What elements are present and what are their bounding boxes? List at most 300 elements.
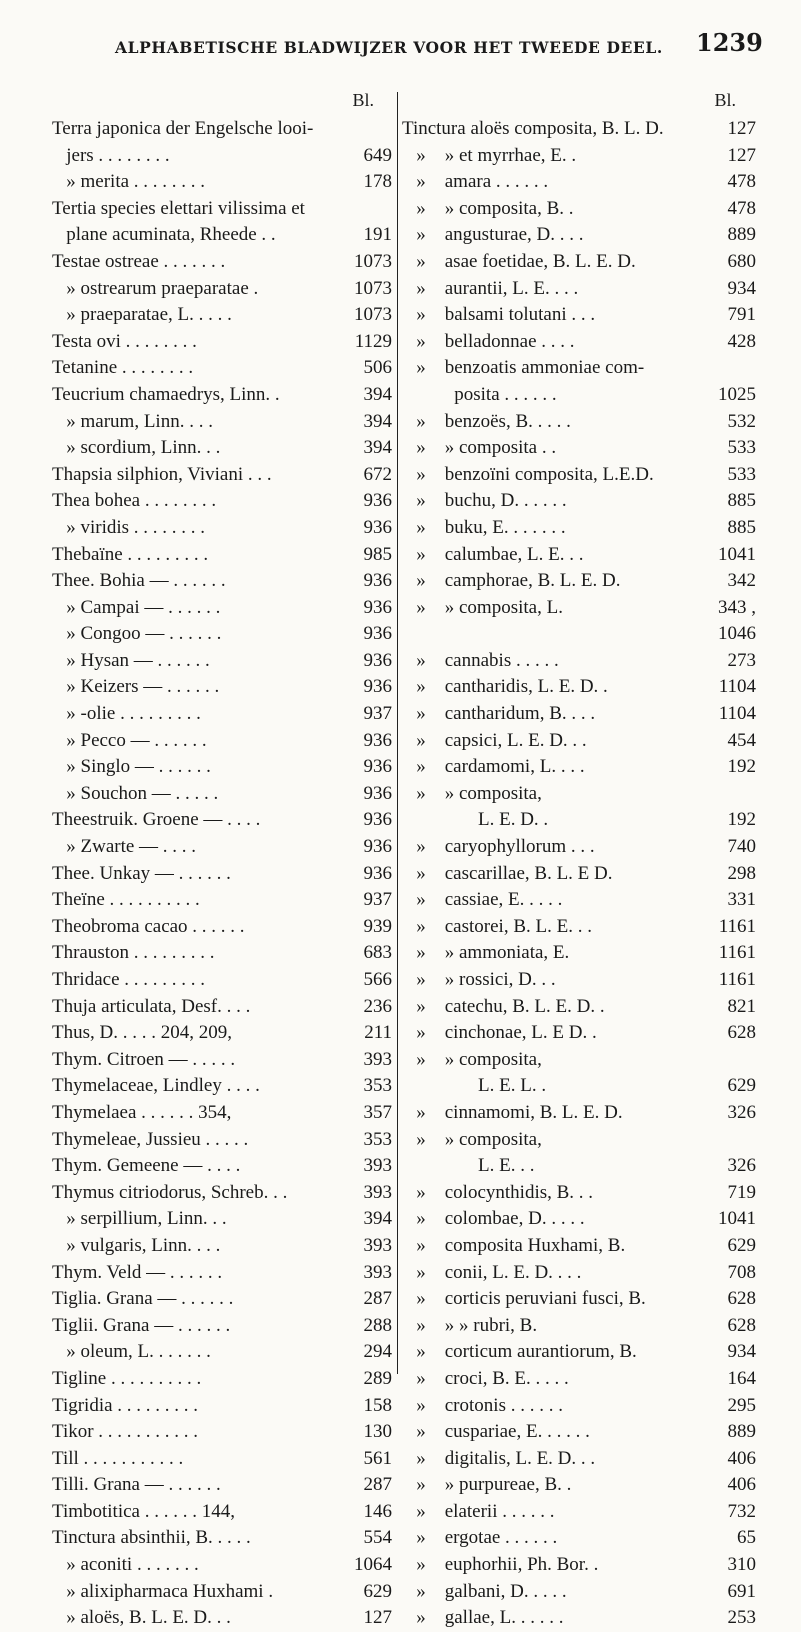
entry-term: » cantharidum, B. . . .: [402, 703, 596, 725]
index-entry: [52, 1286, 392, 1313]
entry-page: 310: [724, 1552, 757, 1579]
entry-term: » buchu, D. . . . . .: [402, 490, 567, 512]
entry-page: 506: [360, 355, 393, 382]
entry-term: » corticis peruviani fusci, B.: [402, 1288, 646, 1310]
entry-term: Tilli. Grana — . . . . . .: [52, 1474, 221, 1496]
index-entry: [402, 1393, 756, 1420]
entry-page: 1041: [714, 542, 756, 569]
index-entry: [52, 302, 392, 329]
entry-term: » Keizers — . . . . . .: [52, 676, 220, 698]
index-entry: [52, 1073, 392, 1100]
index-entry: [52, 169, 392, 196]
entry-term: Thymelaceae, Lindley . . . .: [52, 1075, 260, 1097]
entry-term: » » ammoniata, E.: [402, 942, 570, 964]
index-entry: [52, 143, 392, 170]
entry-page: 178: [360, 169, 393, 196]
entry-page: 680: [724, 249, 757, 276]
entry-term: L. E. D. .: [402, 809, 549, 831]
entry-term: » aurantii, L. E. . . .: [402, 277, 579, 299]
index-entry: [52, 1233, 392, 1260]
entry-term: » composita Huxhami, B.: [402, 1234, 626, 1256]
entry-term: L. E. . .: [402, 1155, 535, 1177]
entry-term: » benzoës, B. . . . .: [402, 410, 571, 432]
entry-page: 331: [724, 887, 757, 914]
entry-page: 65: [733, 1525, 756, 1552]
entry-term: » crotonis . . . . . .: [402, 1394, 563, 1416]
entry-term: Tiglia. Grana — . . . . . .: [52, 1288, 234, 1310]
index-entry: [402, 1180, 756, 1207]
entry-page: 130: [360, 1419, 393, 1446]
entry-page: 394: [360, 435, 393, 462]
entry-page: 478: [724, 196, 757, 223]
index-entry: [402, 542, 756, 569]
entry-term: Tinctura aloës composita, B. L. D.: [402, 118, 664, 139]
index-entry: [52, 1020, 392, 1047]
entry-page: 1025: [714, 382, 756, 409]
entry-page: 937: [360, 701, 393, 728]
index-column-left: [52, 90, 392, 1632]
index-entry: [402, 116, 756, 143]
entry-term: » camphorae, B. L. E. D.: [402, 570, 621, 592]
entry-term: » belladonnae . . . .: [402, 330, 575, 352]
entry-term: » aconiti . . . . . . .: [52, 1554, 199, 1576]
entry-term: » colombae, D. . . . .: [402, 1208, 585, 1230]
entry-term: Thebaïne . . . . . . . . .: [52, 543, 209, 565]
entry-term: » merita . . . . . . . .: [52, 171, 206, 193]
entry-term: jers . . . . . . . .: [52, 144, 170, 166]
index-entry: [402, 1552, 756, 1579]
entry-page: 936: [360, 728, 393, 755]
entry-term: » Campai — . . . . . .: [52, 596, 221, 618]
entry-term: » » composita,: [402, 782, 542, 804]
index-entry: [52, 754, 392, 781]
entry-page: 628: [724, 1313, 757, 1340]
index-entry: [402, 1206, 756, 1233]
entry-term: » amara . . . . . .: [402, 171, 549, 193]
entry-term: » benzoatis ammoniae com-: [402, 357, 645, 379]
entry-term: Testa ovi . . . . . . . .: [52, 330, 197, 352]
index-entry: [402, 595, 756, 622]
entry-page: 343 ,: [714, 595, 756, 622]
entry-term: Thea bohea . . . . . . . .: [52, 490, 217, 512]
entry-page: 532: [724, 409, 757, 436]
index-entry: [402, 1020, 756, 1047]
index-entry: [52, 1047, 392, 1074]
entry-page: 649: [360, 143, 393, 170]
index-entry: [52, 542, 392, 569]
entry-page: 1041: [714, 1206, 756, 1233]
index-entry: [52, 1313, 392, 1340]
entry-page: 287: [360, 1286, 393, 1313]
entry-term: » euphorhii, Ph. Bor. .: [402, 1554, 599, 1576]
entry-page: 127: [724, 143, 757, 170]
page-header: [0, 14, 801, 74]
entry-term: Tetanine . . . . . . . .: [52, 357, 194, 379]
entry-page: 1161: [715, 940, 756, 967]
entry-page: 393: [360, 1153, 393, 1180]
index-entry: [52, 515, 392, 542]
entry-term: » cinnamomi, B. L. E. D.: [402, 1101, 623, 1123]
index-entry: [52, 1393, 392, 1420]
entry-page: 985: [360, 542, 393, 569]
entry-term: Tigridia . . . . . . . . .: [52, 1394, 199, 1416]
entry-term: » Congoo — . . . . . .: [52, 623, 222, 645]
index-entry: [402, 1313, 756, 1340]
entry-page: 393: [360, 1180, 393, 1207]
index-entry: [402, 355, 756, 382]
index-entry: [402, 196, 756, 223]
entry-term: Till . . . . . . . . . . .: [52, 1447, 184, 1469]
entry-page: 885: [724, 488, 757, 515]
index-entry: [52, 435, 392, 462]
entry-page: 1161: [715, 967, 756, 994]
index-entry: [52, 1419, 392, 1446]
entry-page: 127: [360, 1605, 393, 1632]
index-entry: [402, 781, 756, 808]
entry-page: 353: [360, 1073, 393, 1100]
entry-page: 708: [724, 1260, 757, 1287]
index-entry: [52, 940, 392, 967]
entry-term: » -olie . . . . . . . . .: [52, 703, 201, 725]
entry-term: » » composita,: [402, 1128, 542, 1150]
entry-term: » » composita,: [402, 1048, 542, 1070]
entry-term: » cuspariae, E. . . . . .: [402, 1421, 590, 1443]
entry-term: Thymus citriodorus, Schreb. . .: [52, 1181, 288, 1203]
entry-page: 1046: [714, 621, 756, 648]
index-entry: [52, 674, 392, 701]
entry-page: 821: [724, 994, 757, 1021]
entry-page: 428: [724, 329, 757, 356]
entry-term: » colocynthidis, B. . .: [402, 1181, 594, 1203]
index-entry: [52, 595, 392, 622]
index-entry: [402, 1260, 756, 1287]
index-entry: [52, 329, 392, 356]
index-entry: [402, 1127, 756, 1154]
entry-page: 236: [360, 994, 393, 1021]
entry-page: 294: [360, 1339, 393, 1366]
entry-page: 934: [724, 1339, 757, 1366]
index-entry: [402, 169, 756, 196]
entry-page: 1129: [351, 329, 392, 356]
index-entry: [52, 462, 392, 489]
entry-page: 191: [360, 222, 393, 249]
entry-page: 357: [360, 1100, 393, 1127]
index-entry: [402, 382, 756, 409]
entry-page: 936: [360, 674, 393, 701]
entry-term: » vulgaris, Linn. . . .: [52, 1234, 221, 1256]
entry-term: » castorei, B. L. E. . .: [402, 915, 592, 937]
entry-term: Thapsia silphion, Viviani . . .: [52, 463, 272, 485]
index-entry: [52, 1472, 392, 1499]
entry-page: 394: [360, 382, 393, 409]
index-entry: [52, 276, 392, 303]
index-entry: [402, 728, 756, 755]
entry-page: 936: [360, 621, 393, 648]
entry-term: » conii, L. E. D. . . .: [402, 1261, 582, 1283]
index-entry: [402, 1366, 756, 1393]
entry-term: » » composita, B. .: [402, 197, 574, 219]
entry-page: 885: [724, 515, 757, 542]
entry-term: » oleum, L. . . . . . .: [52, 1341, 211, 1363]
column-heading-left: [52, 90, 392, 116]
entry-page: 211: [360, 1020, 392, 1047]
index-entry: [52, 781, 392, 808]
entry-page: 533: [724, 462, 757, 489]
entry-page: 1073: [350, 302, 392, 329]
index-entry: [52, 488, 392, 515]
entry-term: » asae foetidae, B. L. E. D.: [402, 250, 636, 272]
entry-page: 393: [360, 1260, 393, 1287]
entry-term: Tinctura absinthii, B. . . . .: [52, 1527, 251, 1549]
entry-page: 478: [724, 169, 757, 196]
entry-page: 672: [360, 462, 393, 489]
entry-page: 295: [724, 1393, 757, 1420]
index-entry: [52, 728, 392, 755]
entry-term: » angusturae, D. . . .: [402, 224, 584, 246]
entry-term: L. E. L. .: [402, 1075, 547, 1097]
entry-term: » galbani, D. . . . .: [402, 1580, 567, 1602]
entry-page: 936: [360, 754, 393, 781]
entry-term: » Hysan — . . . . . .: [52, 649, 210, 671]
entry-term: Thymeleae, Jussieu . . . . .: [52, 1128, 249, 1150]
entry-term: posita . . . . . .: [402, 383, 557, 405]
index-entry: [52, 994, 392, 1021]
entry-term: » buku, E. . . . . . .: [402, 516, 566, 538]
entry-term: Terra japonica der Engelsche looi-: [52, 118, 314, 139]
index-entry: [402, 1100, 756, 1127]
entry-page: 342: [724, 568, 757, 595]
index-entry: [52, 1180, 392, 1207]
entry-term: Thym. Veld — . . . . . .: [52, 1261, 223, 1283]
entry-term: » ostrearum praeparatae .: [52, 277, 259, 299]
entry-term: Thus, D. . . . . 204, 209,: [52, 1022, 232, 1044]
index-entry: [402, 1233, 756, 1260]
entry-page: 393: [360, 1047, 393, 1074]
index-entry: [402, 302, 756, 329]
entry-term: » elaterii . . . . . .: [402, 1500, 555, 1522]
entry-page: 629: [724, 1073, 757, 1100]
entry-page: 326: [724, 1100, 757, 1127]
entry-term: Tikor . . . . . . . . . . .: [52, 1421, 199, 1443]
entry-term: Timbotitica . . . . . . 144,: [52, 1500, 235, 1522]
entry-page: 732: [724, 1499, 757, 1526]
page-title: ALPHABETISCHE BLADWIJZER VOOR HET TWEEDE DEEL.: [115, 38, 663, 57]
index-entry: [402, 1472, 756, 1499]
index-entry: [402, 568, 756, 595]
index-entry: [402, 409, 756, 436]
index-entry: [52, 1579, 392, 1606]
entry-page: 561: [360, 1446, 393, 1473]
index-entry: [402, 807, 756, 834]
entry-term: » gallae, L. . . . . .: [402, 1607, 564, 1629]
entry-page: 691: [724, 1579, 757, 1606]
entry-term: » » composita . .: [402, 437, 557, 459]
entry-term: Theestruik. Groene — . . . .: [52, 809, 261, 831]
index-entry: [402, 1339, 756, 1366]
index-entry: [52, 887, 392, 914]
entry-page: 740: [724, 834, 757, 861]
entry-page: 889: [724, 222, 757, 249]
entry-page: 719: [724, 1180, 757, 1207]
entry-term: Theïne . . . . . . . . . .: [52, 889, 200, 911]
entry-term: Tiglii. Grana — . . . . . .: [52, 1314, 231, 1336]
index-entry: [52, 1339, 392, 1366]
entry-term: » corticum aurantiorum, B.: [402, 1341, 637, 1363]
entry-term: Thuja articulata, Desf. . . .: [52, 995, 251, 1017]
column-divider: [397, 92, 398, 1374]
entry-term: » cascarillae, B. L. E D.: [402, 862, 613, 884]
entry-term: » digitalis, L. E. D. . .: [402, 1447, 596, 1469]
entry-page: 1064: [350, 1552, 392, 1579]
index-entry: [52, 355, 392, 382]
index-entry: [52, 222, 392, 249]
index-entry: [52, 914, 392, 941]
index-entry: [402, 1605, 756, 1632]
entry-page: 146: [360, 1499, 393, 1526]
index-entry: [402, 1525, 756, 1552]
entry-term: » ergotae . . . . . .: [402, 1527, 558, 1549]
entry-page: 454: [724, 728, 757, 755]
entry-page: 566: [360, 967, 393, 994]
entry-page: 1073: [350, 276, 392, 303]
entry-page: 554: [360, 1525, 393, 1552]
entry-page: 287: [360, 1472, 393, 1499]
entry-page: 1161: [715, 914, 756, 941]
index-entry: [52, 621, 392, 648]
entry-term: Thymelaea . . . . . . 354,: [52, 1101, 232, 1123]
index-entry: [402, 1419, 756, 1446]
entry-page: 326: [724, 1153, 757, 1180]
entry-page: 936: [360, 834, 393, 861]
entry-term: Tigline . . . . . . . . . .: [52, 1367, 202, 1389]
entry-page: 629: [724, 1233, 757, 1260]
index-entry: [402, 1499, 756, 1526]
index-entry: [402, 648, 756, 675]
entry-page: 158: [360, 1393, 393, 1420]
index-entry: [402, 994, 756, 1021]
index-entry: [402, 249, 756, 276]
entry-term: » catechu, B. L. E. D. .: [402, 995, 605, 1017]
entry-page: 273: [724, 648, 757, 675]
index-entry: [52, 967, 392, 994]
page-number: 1239: [696, 28, 763, 57]
entry-term: » marum, Linn. . . .: [52, 410, 213, 432]
index-entry: [402, 515, 756, 542]
entry-term: » cardamomi, L. . . .: [402, 756, 585, 778]
column-heading-label: Bl.: [714, 90, 736, 110]
entry-page: 936: [360, 568, 393, 595]
index-entry: [402, 1286, 756, 1313]
entry-term: Testae ostreae . . . . . . .: [52, 250, 226, 272]
index-entry: [52, 1127, 392, 1154]
index-entry: [52, 834, 392, 861]
entry-page: 192: [724, 754, 757, 781]
entry-term: » viridis . . . . . . . .: [52, 516, 206, 538]
entry-page: 127: [724, 116, 757, 143]
entry-page: 628: [724, 1020, 757, 1047]
index-entry: [52, 249, 392, 276]
entry-page: 533: [724, 435, 757, 462]
entry-page: 406: [724, 1472, 757, 1499]
entry-term: Thrauston . . . . . . . . .: [52, 942, 215, 964]
entry-page: 683: [360, 940, 393, 967]
index-entry: [402, 143, 756, 170]
entry-page: 1073: [350, 249, 392, 276]
entry-term: Thee. Bohia — . . . . . .: [52, 570, 226, 592]
entry-page: 253: [724, 1605, 757, 1632]
entry-page: 629: [360, 1579, 393, 1606]
index-entry: [402, 1047, 756, 1074]
index-column-right: [402, 90, 756, 1632]
index-entry: [402, 1446, 756, 1473]
entry-page: 1104: [715, 701, 756, 728]
entry-term: » benzoïni composita, L.E.D.: [402, 463, 654, 485]
entry-term: » alixipharmaca Huxhami .: [52, 1580, 274, 1602]
entry-term: Theobroma cacao . . . . . .: [52, 915, 245, 937]
index-entry: [402, 940, 756, 967]
entry-page: 934: [724, 276, 757, 303]
entry-page: 889: [724, 1419, 757, 1446]
index-entry: [52, 648, 392, 675]
entry-term: Thridace . . . . . . . . .: [52, 969, 206, 990]
entry-page: 628: [724, 1286, 757, 1313]
entry-page: 192: [724, 807, 757, 834]
entry-page: 939: [360, 914, 393, 941]
index-entry: [52, 1260, 392, 1287]
index-list-right: [402, 116, 756, 1632]
entry-page: 394: [360, 1206, 393, 1233]
entry-term: » cassiae, E. . . . .: [402, 889, 563, 911]
index-entry: [402, 967, 756, 994]
index-entry: [52, 1153, 392, 1180]
entry-term: Thym. Gemeene — . . . .: [52, 1155, 241, 1177]
index-entry: [52, 1366, 392, 1393]
entry-term: » capsici, L. E. D. . .: [402, 729, 587, 751]
index-entry: [402, 1579, 756, 1606]
entry-page: 936: [360, 488, 393, 515]
index-entry: [52, 1525, 392, 1552]
index-entry: [402, 462, 756, 489]
entry-term: » Souchon — . . . . .: [52, 782, 219, 804]
index-entry: [402, 1073, 756, 1100]
index-entry: [402, 754, 756, 781]
entry-term: » » composita, L.: [402, 596, 563, 618]
index-entry: [52, 568, 392, 595]
index-entry: [402, 1153, 756, 1180]
entry-term: » cannabis . . . . .: [402, 649, 559, 671]
index-entry: [402, 674, 756, 701]
entry-term: » serpillium, Linn. . .: [52, 1208, 227, 1230]
index-entry: [52, 196, 392, 223]
index-entry: [52, 701, 392, 728]
entry-term: Teucrium chamaedrys, Linn. .: [52, 383, 280, 405]
index-entry: [402, 861, 756, 888]
index-entry: [402, 887, 756, 914]
index-entry: [52, 382, 392, 409]
index-list-left: [52, 116, 392, 1632]
entry-term: » » et myrrhae, E. .: [402, 144, 577, 166]
entry-page: 393: [360, 1233, 393, 1260]
index-entry: [52, 1605, 392, 1632]
entry-term: » scordium, Linn. . .: [52, 437, 221, 459]
entry-term: Thym. Citroen — . . . . .: [52, 1048, 236, 1070]
entry-page: 288: [360, 1313, 393, 1340]
entry-page: 937: [360, 887, 393, 914]
entry-term: » balsami tolutani . . .: [402, 304, 596, 326]
index-entry: [52, 1446, 392, 1473]
entry-page: 936: [360, 515, 393, 542]
entry-page: 289: [360, 1366, 393, 1393]
